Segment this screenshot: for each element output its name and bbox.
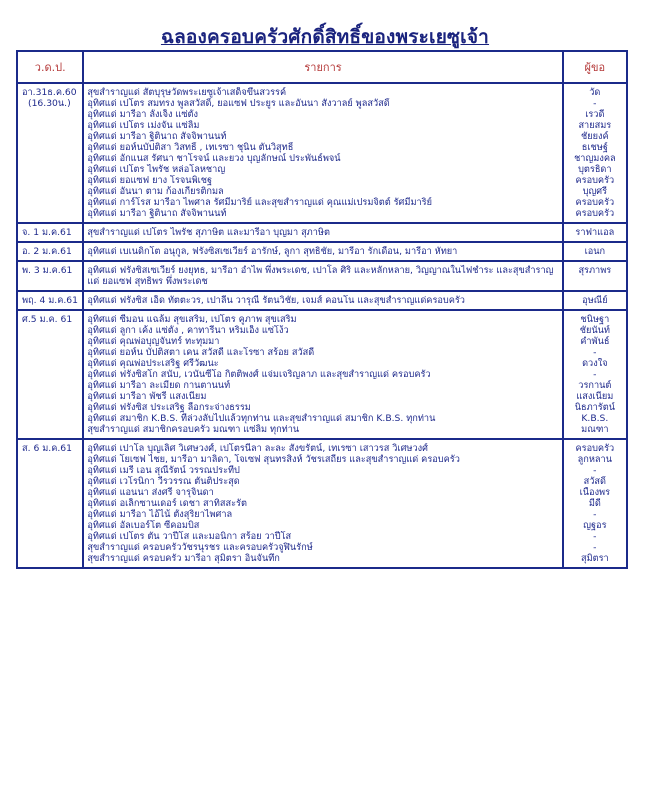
intention-line: อุทิศแด่ เปโตร สมทรง พูลสวัสดิ์, ยอแซฟ ประยูร และอันนา สังวาลย์ พูลสวัสดิ์ [87,98,390,109]
header-requester: ผู้ขอ [563,51,627,83]
row-requester-cell [563,223,627,242]
intention-line: อุทิศแด่ สมาชิก K.B.S. ที่ล่วงลับไปแล้วทุกท่าน และสุขสำราญแด่ สมาชิก K.B.S. ทุกท่าน [87,413,436,424]
intention-line: อุทิศแด่ มารีอา ฐิตินาถ สัจจิพานนท์ [87,208,227,219]
intention-line: อุทิศแด่ เปโตร ไพรัช หล่อโลหชาญ [87,164,226,175]
row-date: ส. 6 ม.ค.61 [22,443,72,454]
intention-line: อุทิศแด่ การ์โรส มารีอา ไพศาล รัศมีมาริย์ และสุขสำราญแด่ คุณแม่เปรมจิตต์ รัศมีมาริย์ [87,197,432,208]
intention-line: อุทิศแด่ เปาโล บุญเลิศ วิเศษวงศ์, เปโตรนีลา ละละ สังขรัตน์, เทเรซา เสาวรส วิเศษวงศ์ [87,443,428,454]
requester-name: ลูกหลาน [577,454,612,465]
requester-name: - [593,531,597,542]
requester-name: วัด [589,87,601,98]
row-items-cell [83,310,562,439]
row-items-cell [83,242,562,261]
page-title: ฉลองครอบครัวศักดิ์สิทธิ์ของพระเยซูเจ้า [160,26,490,48]
table-header-row [17,51,627,83]
intention-line: อุทิศแด่ ฟรังซิสเซเวียร์ ยงยุทธ, มารีอา อำไพ พึ่งพระเดช, เปาโล ศิริ และหลักหลาย, วิญญาณในไฟชำระ และสุขสำราญแด่ ยอแซฟ สุทธิพร พึ่งพระเดช [87,265,554,287]
requester-name: ญฐอร [583,520,607,531]
requester-name: สวัสดิ์ [583,476,606,487]
row-time: (16.30น.) [28,98,71,109]
row-date-cell [17,261,83,291]
row-date-cell [17,291,83,310]
intention-line: อุทิศแด่ อันนา ตาม ก้องเกียรติกมล [87,186,224,197]
row-date-cell [17,242,83,261]
intention-line: อุทิศแด่ ยอห์นบัปติสา วิสทธิ์ , เทเรซา ชุนิน ตันวิสุทธิ์ [87,142,294,153]
requester-name: เนื้องพร [579,487,611,498]
intention-line: อุทิศแด่ แอนนา ส่งศรี จารุจินดา [87,487,214,498]
requester-name: ครอบครัว [575,197,615,208]
row-date: พ. 3 ม.ค.61 [22,265,73,276]
table-row [17,242,627,261]
requester-name: ครอบครัว [575,443,615,454]
requester-name: อุษณีย์ [582,295,608,306]
requester-name: แสงเนียม [576,391,614,402]
table-row [17,310,627,439]
requester-name: ดวงใจ [582,358,608,369]
row-items-cell [83,291,562,310]
requester-name: - [593,347,597,358]
table-row [17,83,627,223]
intention-line: อุทิศแด่ คุณพ่อบุญจันทร์ ทะทุมมา [87,336,220,347]
requester-name: K.B.S. [581,413,609,424]
intention-line: อุทิศแด่ ยอห์น บัปติสตา เคน สวัสดี และโรซา สร้อย สวัสดี [87,347,315,358]
row-date: อา.31ธ.ค.60 [22,87,77,98]
requester-name: ครอบครัว [575,208,615,219]
table-row [17,223,627,242]
row-date: พฤ. 4 ม.ค.61 [22,295,78,306]
intention-line: อุทิศแด่ ฟรังซิสโก สนับ, เวนันซีโอ กิตติพงศ์ แจ่มเจริญลาภ และสุขสำราญแด่ ครอบครัว [87,369,431,380]
intention-line: อุทิศแด่ มารีอา ลั้งเจ็ง แซ่ตั้ง [87,109,199,120]
row-date: อ. 2 ม.ค.61 [22,246,72,257]
intention-line: อุทิศแด่ อเล็กซานเดอร์ เดชา สาทิสสะรัต [87,498,247,509]
mass-intentions-table [16,50,628,569]
requester-name: ครอบครัว [575,175,615,186]
requester-name: มีดี [588,498,601,509]
row-date-cell [17,223,83,242]
intention-line: อุทิศแด่ เวโรนิกา วีรวรรณ ตันติประสุด [87,476,240,487]
row-requester-cell [563,310,627,439]
requester-name: สายสมร [578,120,612,131]
requester-name: เรวดี [585,109,605,120]
intention-line: อุทิศแด่ มารีอา พัชรี แสงเนียม [87,391,207,402]
row-date-cell [17,310,83,439]
row-requester-cell [563,261,627,291]
intention-line: อุทิศแด่ ฟรังซิส เอ็ด ทัตตะวร, เปาลีน วารุณี รัตนวิชัย, เจมส์ คอนโน และสุขสำราญแด่ครอบครัว [87,295,465,306]
intention-line: สุขสำราญแด่ ครอบครัววัชรนุรชร และครอบครัวจูฬินรักษ์ [87,542,313,553]
intention-line: อุทิศแด่ ยอแซฟ ยาง โรจนพิเชฐ [87,175,213,186]
row-requester-cell [563,242,627,261]
intention-line: อุทิศแด่ คุณพ่อประเสริฐ ศรีวัฒนะ [87,358,219,369]
row-items-cell [83,223,562,242]
row-requester-cell [563,83,627,223]
requester-name: สุมิตรา [580,553,609,564]
requester-name: ราฟาแอล [575,227,615,238]
table-row [17,291,627,310]
requester-name: มณฑา [581,424,609,435]
header-items: รายการ [83,51,562,83]
requester-name: ชัยนันท์ [579,325,610,336]
intention-line: อุทิศแด่ อัลเบอร์โต ซีคอมบิส [87,520,200,531]
row-items-cell [83,261,562,291]
requester-name: วรกานต์ [578,380,612,391]
row-requester-cell [563,291,627,310]
row-date: จ. 1 ม.ค.61 [22,227,72,238]
requester-name: คำพันธ์ [580,336,610,347]
intention-line: อุทิศแด่ ฟรังซิส ประเสริฐ ลือกระจ่างธรรม [87,402,251,413]
row-items-cell [83,83,562,223]
intention-line: อุทิศแด่ เมรี่ เอน สุณีรัตน์ วรรณประทีป [87,465,240,476]
intention-line: สุขสำราญแด่ สัตบุรุษวัดพระเยซูเจ้าเสด็จขึ้นสวรรค์ [87,87,287,98]
intention-line: อุทิศแด่ เปโตร ตัน วาปีโส และมอนิกา สร้อย วาปีโส [87,531,292,542]
row-requester-cell [563,439,627,568]
requester-name: บุญศรี [582,186,608,197]
requester-name: บุตรธิดา [578,164,612,175]
row-items-cell [83,439,562,568]
requester-name: - [593,509,597,520]
row-date-cell [17,83,83,223]
intention-line: สุขสำราญแด่ สมาชิกครอบครัว มณฑา แซ่ลิ้ม ทุกท่าน [87,424,300,435]
intention-line: สุขสำราญแด่ ครอบครัว มารีอา สุมิตรา อินจันทึก [87,553,280,564]
requester-name: เอนก [584,246,606,257]
intention-line: สุขสำราญแด่ เปโตร ไพรัช สุภาษิต และมารีอา บุญมา สุภาษิต [87,227,330,238]
intention-line: อุทิศแด่ เปโตร เม่งจัน แซ่ลิ้ม [87,120,200,131]
intention-line: อุทิศแด่ โยเซฟ ไชย, มารีอา มาลิดา, โจเซฟ สุนทรสิงห์ วัชรเสถียร และสุขสำราญแด่ ครอบครัว [87,454,460,465]
requester-name: - [593,98,597,109]
intention-line: อุทิศแด่ ลูกา เค้ง แซ่ตั้ง , คาทารีนา หริ่มเอ็ง แซ่โง้ว [87,325,289,336]
requester-name: ชัยยงค์ [581,131,609,142]
requester-name: ชาญมงคล [574,153,616,164]
requester-name: ธเชษฐ์ [581,142,608,153]
table-row [17,439,627,568]
requester-name: - [593,369,597,380]
table-row [17,261,627,291]
requester-name: นิธภารัตน์ [574,402,615,413]
intention-line: อุทิศแด่ มารีอา ไอ้ไน้ ตั้งสุริยาไพศาล [87,509,233,520]
intention-line: อุทิศแด่ ซีมอน แฉล้ม สุขเสริม, เปโตร คูภาพ สุขเสริม [87,314,297,325]
intention-line: อุทิศแด่ มารีอา ฐิตินาถ สัจจิพานนท์ [87,131,227,142]
intention-line: อุทิศแด่ อักแนส รัศนา ชาโรจน์ และยวง บุญลักษณ์ ประพันธ์พจน์ [87,153,341,164]
requester-name: - [593,542,597,553]
row-date: ศ.5 ม.ค. 61 [22,314,73,325]
row-date-cell [17,439,83,568]
requester-name: - [593,465,597,476]
intention-line: อุทิศแด่ มารีอา ละเมียด กานตานนท์ [87,380,231,391]
requester-name: ชนิษฐา [580,314,610,325]
intention-line: อุทิศแด่ เบเนดิกโต อนุกูล, ฟรังซิสเซเวียร์ อารักษ์, ลูกา สุทธิชัย, มารีอา รักเดือน, มารีอา หัทยา [87,246,458,257]
requester-name: สุรภาพร [578,265,612,276]
header-date: ว.ด.ป. [17,51,83,83]
